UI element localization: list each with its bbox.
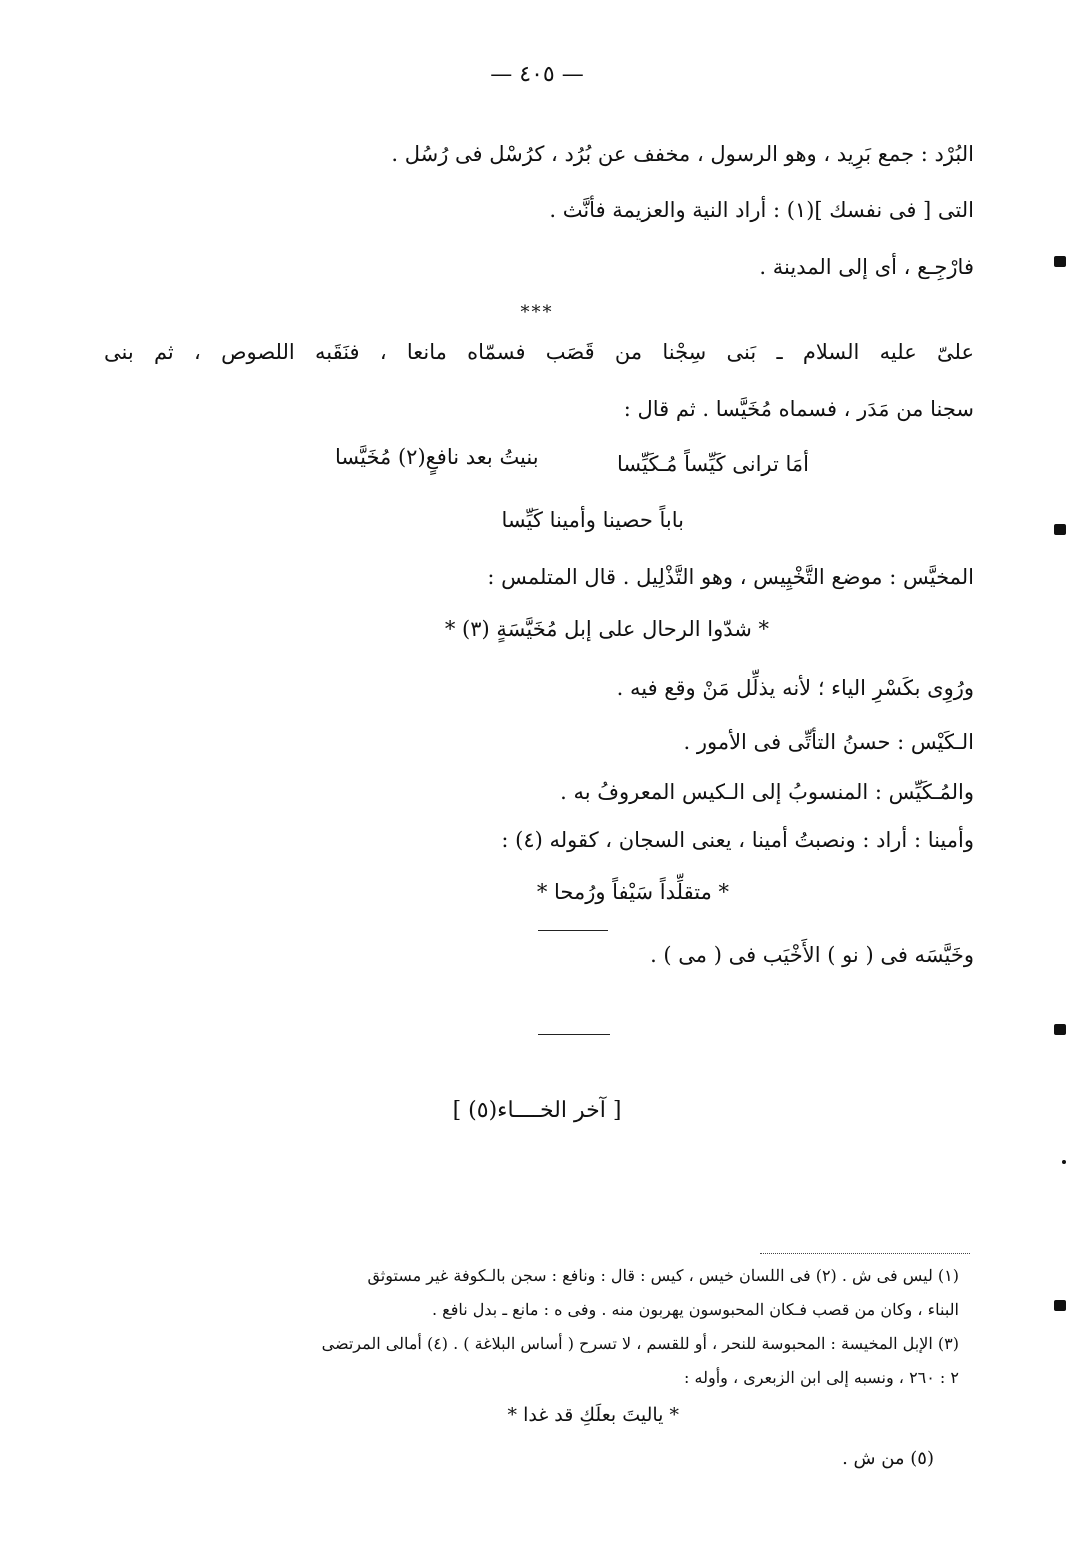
margin-binding-mark	[1054, 524, 1066, 535]
verse-1-hemistich-right: أمَا ترانى كَيِّساً مُـكَيِّسا	[616, 452, 809, 476]
text-line-9: الـكَيْس : حسنُ التأتِّى فى الأمور .	[683, 730, 974, 754]
text-line-6: المخيَّس : موضع التَّخْيِيس ، وهو التَّذْلِيل . قال المتلمس :	[487, 565, 974, 589]
footnote-verse: * ياليتَ بعلَكِ قد غدا *	[507, 1404, 679, 1426]
text-line-1: البُرْد : جمع بَرِيد ، وهو الرسول ، مخفف عن بُرُد ، كرُسْل فى رُسُل .	[391, 142, 974, 166]
footnote-line-2: البناء ، وكان من قصب فـكان المحبوسون يهربون منه . وفى ه : مانع ـ بدل نافع .	[432, 1300, 959, 1319]
text-line-13: وخَيَّسَه فى ( نو ) الأَخْيَب فى ( مى ) .	[650, 943, 974, 967]
footnote-line-1: (١) ليس فى ش . (٢) فى اللسان خيس ، كيس : قال : ونافع : سجن بالـكوفة غير مستوثق	[367, 1266, 959, 1285]
text-line-2: التى [ فى نفسك ](١) : أراد النية والعزيمة فأنَّث .	[549, 198, 974, 222]
margin-dot	[1062, 1160, 1066, 1164]
margin-binding-mark	[1054, 1300, 1066, 1311]
footnote-line-6: (٥) من ش .	[842, 1448, 934, 1469]
text-line-3: فارْجِـع ، أى إلى المدينة .	[759, 255, 974, 279]
verse-1-hemistich-left: بنيتُ بعد نافعٍ(٢) مُخَيَّسا	[335, 445, 539, 469]
margin-binding-mark	[1054, 256, 1066, 267]
footnote-separator	[760, 1253, 970, 1254]
text-line-11: وأمينا : أراد : ونصبتُ أمينا ، يعنى السجان ، كقوله (٤) :	[501, 828, 974, 852]
page-number: — ٤٠٥ —	[490, 62, 584, 87]
verse-quote-mutalammis: * شدّوا الرحال على إبل مُخَيَّسَةٍ (٣) *	[444, 617, 769, 641]
cross-reference-rule	[538, 930, 608, 931]
section-end-label: [ آخر الخــــاء(٥) ]	[452, 1098, 622, 1123]
text-line-5: سجنا من مَدَر ، فسماه مُخَيَّسا . ثم قال :	[623, 397, 974, 421]
text-line-8: ورُوِى بكَسْرِ الياء ؛ لأنه يذلِّل مَنْ وقع فيه .	[616, 676, 974, 700]
footnote-line-3: (٣) الإبل المخيسة : المحبوسة للنحر ، أو للقسم ، لا تسرح ( أساس البلاغة ) . (٤) أمالى المرتضى	[321, 1334, 959, 1353]
section-separator-stars: ***	[520, 302, 554, 323]
footnote-line-4: ٢ : ٢٦٠ ، ونسبه إلى ابن الزبعرى ، وأوله :	[684, 1368, 959, 1387]
section-end-rule	[538, 1034, 610, 1035]
text-line-10: والمُـكَيِّس : المنسوبُ إلى الـكيس المعروفُ به .	[560, 780, 974, 804]
verse-2: باباً حصينا وأمينا كَيِّسا	[501, 508, 684, 532]
text-line-4: علىّ عليه السلام ـ بَنى سِجْنا من قَصَب فسمّاه مانعا ، فنَقَبه اللصوص ، ثم بنى	[104, 340, 974, 364]
margin-binding-mark	[1054, 1024, 1066, 1035]
verse-quote-mutaqallidan: * متقلِّداً سَيْفاً ورُمحا *	[536, 880, 729, 904]
